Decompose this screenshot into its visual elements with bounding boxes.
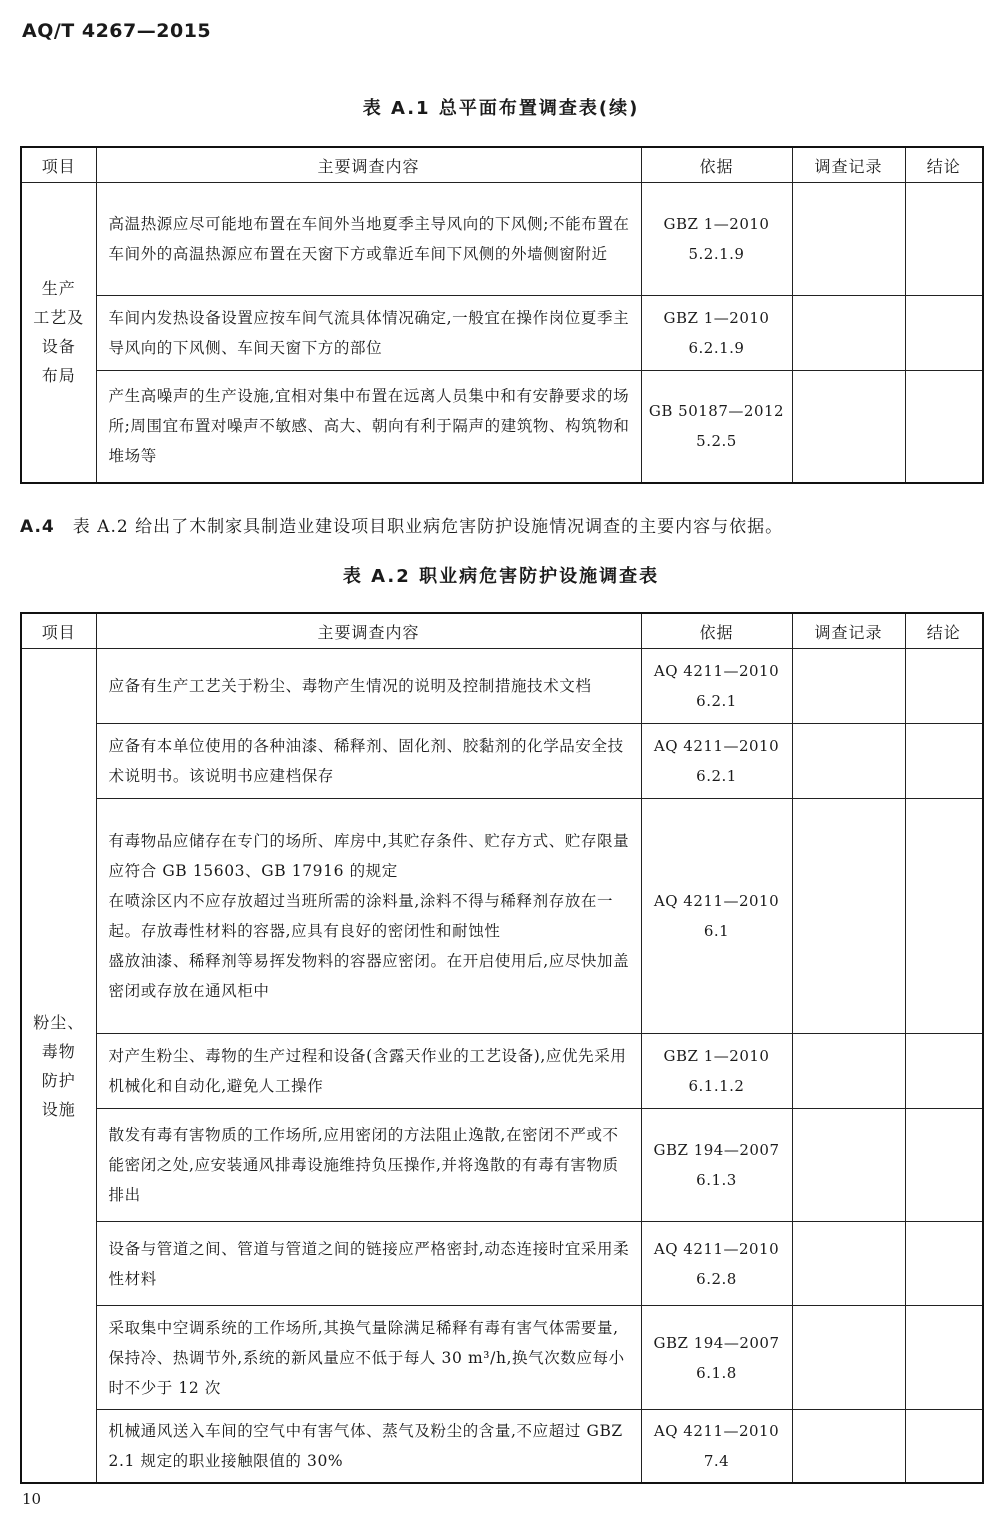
- conclusion-cell: [905, 649, 983, 724]
- table-header-row: [21, 613, 983, 649]
- conclusion-cell: [905, 1222, 983, 1306]
- table-row: [21, 1410, 983, 1484]
- basis-cell: AQ 4211—2010 6.2.1: [641, 724, 792, 799]
- basis-cell: GBZ 194—2007 6.1.3: [641, 1109, 792, 1222]
- paragraph-a4: [20, 512, 990, 537]
- column-header-record: 调查记录: [792, 147, 905, 183]
- record-cell: [792, 649, 905, 724]
- conclusion-cell: [905, 1410, 983, 1484]
- record-cell: [792, 296, 905, 371]
- content-cell: 机械通风送入车间的空气中有害气体、蒸气及粉尘的含量,不应超过 GBZ 2.1 规定的职业接触限值的 30%: [96, 1410, 641, 1484]
- table-row: [21, 1222, 983, 1306]
- table-row: [21, 296, 983, 371]
- basis-cell: GBZ 1—2010 5.2.1.9: [641, 183, 792, 296]
- basis-cell: AQ 4211—2010 6.1: [641, 799, 792, 1034]
- record-cell: [792, 799, 905, 1034]
- record-cell: [792, 724, 905, 799]
- table-a2-title: 表 A.2 职业病危害防护设施调查表: [342, 566, 660, 587]
- standard-number: AQ/T 4267—2015: [22, 20, 212, 42]
- table-a2: [20, 612, 984, 1484]
- paragraph-text: 表 A.2 给出了木制家具制造业建设项目职业病危害防护设施情况调查的主要内容与依据。: [72, 517, 784, 537]
- table-row: [21, 1034, 983, 1109]
- table-row: [21, 1109, 983, 1222]
- content-cell: 采取集中空调系统的工作场所,其换气量除满足稀释有毒有害气体需要量,保持冷、热调节外,系统的新风量应不低于每人 30 m³/h,换气次数应每小时不少于 12 次: [96, 1306, 641, 1410]
- table-a1: [20, 146, 984, 484]
- basis-cell: GBZ 194—2007 6.1.8: [641, 1306, 792, 1410]
- basis-cell: GBZ 1—2010 6.1.1.2: [641, 1034, 792, 1109]
- record-cell: [792, 1222, 905, 1306]
- table-header-row: [21, 147, 983, 183]
- table-row: [21, 799, 983, 1034]
- conclusion-cell: [905, 371, 983, 483]
- content-cell: 应备有生产工艺关于粉尘、毒物产生情况的说明及控制措施技术文档: [96, 649, 641, 724]
- table-row: [21, 649, 983, 724]
- content-cell: 车间内发热设备设置应按车间气流具体情况确定,一般宜在操作岗位夏季主导风向的下风侧、车间天窗下方的部位: [96, 296, 641, 371]
- content-cell: 设备与管道之间、管道与管道之间的链接应严格密封,动态连接时宜采用柔性材料: [96, 1222, 641, 1306]
- basis-cell: GBZ 1—2010 6.2.1.9: [641, 296, 792, 371]
- record-cell: [792, 183, 905, 296]
- conclusion-cell: [905, 799, 983, 1034]
- column-header-conclusion: 结论: [905, 613, 983, 649]
- table-a1-title: 表 A.1 总平面布置调查表(续): [362, 98, 640, 119]
- record-cell: [792, 1109, 905, 1222]
- conclusion-cell: [905, 1109, 983, 1222]
- content-cell: 产生高噪声的生产设施,宜相对集中布置在远离人员集中和有安静要求的场所;周围宜布置对噪声不敏感、高大、朝向有利于隔声的建筑物、构筑物和堆场等: [96, 371, 641, 483]
- category-cell: 粉尘、 毒物 防护 设施: [21, 649, 96, 1484]
- table-row: [21, 183, 983, 296]
- content-cell: 高温热源应尽可能地布置在车间外当地夏季主导风向的下风侧;不能布置在车间外的高温热源应布置在天窗下方或靠近车间下风侧的外墙侧窗附近: [96, 183, 641, 296]
- column-header-item: 项目: [21, 147, 96, 183]
- record-cell: [792, 1306, 905, 1410]
- category-cell: 生产 工艺及 设备 布局: [21, 183, 96, 483]
- column-header-basis: 依据: [641, 147, 792, 183]
- table-row: [21, 371, 983, 483]
- record-cell: [792, 1034, 905, 1109]
- page-number: 10: [22, 1490, 42, 1508]
- column-header-conclusion: 结论: [905, 147, 983, 183]
- basis-cell: AQ 4211—2010 6.2.8: [641, 1222, 792, 1306]
- column-header-record: 调查记录: [792, 613, 905, 649]
- table-row: [21, 724, 983, 799]
- content-cell: 有毒物品应储存在专门的场所、库房中,其贮存条件、贮存方式、贮存限量应符合 GB 15603、GB 17916 的规定 在喷涂区内不应存放超过当班所需的涂料量,涂料不得与稀释剂存放在一起。存放毒性材料的容器,应具有良好的密闭性和耐蚀性 盛放油漆、稀释剂等易挥发物料的容器应密闭。在开启使用后,应尽快加盖密闭或存放在通风柜中: [96, 799, 641, 1034]
- content-cell: 散发有毒有害物质的工作场所,应用密闭的方法阻止逸散,在密闭不严或不能密闭之处,应安装通风排毒设施维持负压操作,并将逸散的有毒有害物质排出: [96, 1109, 641, 1222]
- content-cell: 应备有本单位使用的各种油漆、稀释剂、固化剂、胶黏剂的化学品安全技术说明书。该说明书应建档保存: [96, 724, 641, 799]
- basis-cell: GB 50187—2012 5.2.5: [641, 371, 792, 483]
- column-header-content: 主要调查内容: [96, 147, 641, 183]
- basis-cell: AQ 4211—2010 7.4: [641, 1410, 792, 1484]
- record-cell: [792, 1410, 905, 1484]
- table-row: [21, 1306, 983, 1410]
- column-header-item: 项目: [21, 613, 96, 649]
- conclusion-cell: [905, 1306, 983, 1410]
- conclusion-cell: [905, 296, 983, 371]
- content-cell: 对产生粉尘、毒物的生产过程和设备(含露天作业的工艺设备),应优先采用机械化和自动化,避免人工操作: [96, 1034, 641, 1109]
- basis-cell: AQ 4211—2010 6.2.1: [641, 649, 792, 724]
- conclusion-cell: [905, 183, 983, 296]
- record-cell: [792, 371, 905, 483]
- column-header-basis: 依据: [641, 613, 792, 649]
- paragraph-number: A.4: [20, 517, 55, 537]
- conclusion-cell: [905, 1034, 983, 1109]
- conclusion-cell: [905, 724, 983, 799]
- column-header-content: 主要调查内容: [96, 613, 641, 649]
